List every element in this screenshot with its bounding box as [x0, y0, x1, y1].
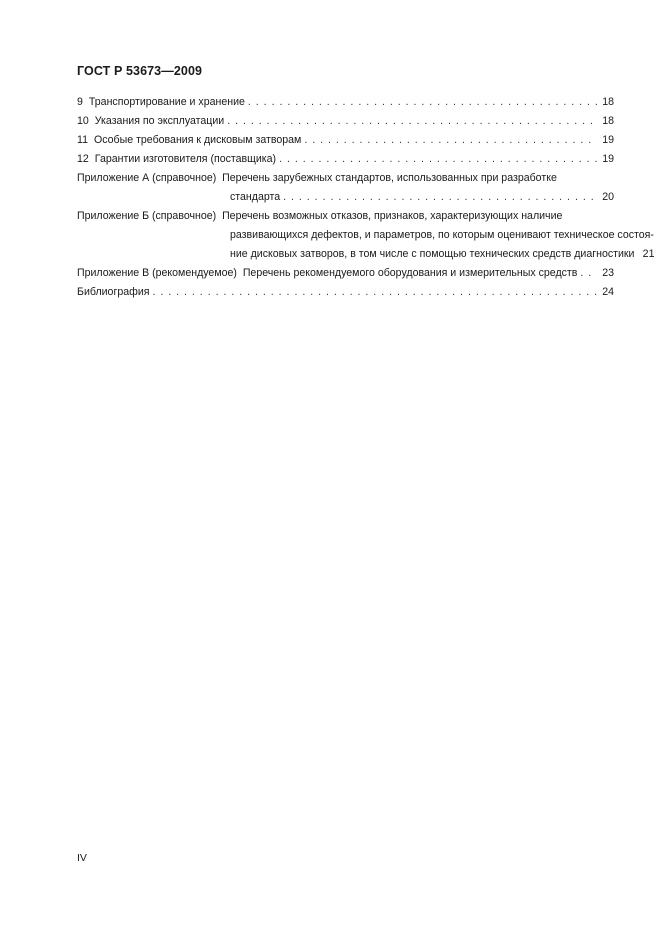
- dot-leader: [279, 150, 597, 169]
- appendix-label: Приложение В (рекомендуемое): [77, 267, 237, 279]
- bibliography-title: Библиография: [77, 286, 150, 298]
- appendix-title-line: ние дисковых затворов, в том числе с помощью технических средств диагностики: [230, 248, 635, 260]
- dot-leader: [283, 188, 597, 207]
- toc-entry-section-9[interactable]: [77, 93, 614, 112]
- table-of-contents: [77, 93, 655, 302]
- dot-leader: [580, 264, 597, 283]
- toc-page-number: 19: [602, 153, 614, 165]
- appendix-title-line: стандарта: [230, 191, 281, 203]
- toc-entry-appendix-v[interactable]: [77, 264, 614, 283]
- toc-entry-section-11[interactable]: [77, 131, 614, 150]
- toc-section-title: Указания по эксплуатации: [94, 115, 225, 127]
- toc-page-number: 24: [602, 286, 614, 298]
- toc-section-number: 11: [77, 134, 88, 146]
- toc-section-title: Особые требования к дисковым затворам: [94, 134, 302, 146]
- toc-page-number: 18: [602, 115, 614, 127]
- dot-leader: [227, 112, 597, 131]
- toc-entry-appendix-b[interactable]: [77, 207, 655, 264]
- toc-section-title: Гарантии изготовителя (поставщика): [94, 153, 277, 165]
- toc-page-number: 20: [602, 191, 614, 203]
- appendix-label: Приложение А (справочное): [77, 172, 217, 184]
- toc-entry-section-10[interactable]: [77, 112, 614, 131]
- dot-leader: [248, 93, 597, 112]
- appendix-title-line: Перечень рекомендуемого оборудования и измерительных средств: [242, 267, 578, 279]
- appendix-title-line: Перечень зарубежных стандартов, использованных при разработке: [222, 172, 557, 184]
- dot-leader: [152, 283, 597, 302]
- toc-section-number: 12: [77, 153, 89, 165]
- appendix-title-line: развивающихся дефектов, и параметров, по которым оценивают техническое состоя-: [230, 229, 654, 241]
- toc-section-number: 9: [77, 96, 83, 108]
- document-header: ГОСТ Р 53673—2009: [77, 64, 203, 78]
- toc-page-number: 21: [642, 248, 655, 260]
- toc-section-number: 10: [77, 115, 89, 127]
- appendix-title-line: Перечень возможных отказов, признаков, характеризующих наличие: [222, 210, 563, 222]
- toc-page-number: 23: [602, 267, 614, 279]
- page-number-footer: IV: [77, 852, 87, 864]
- toc-section-title: Транспортирование и хранение: [88, 96, 245, 108]
- dot-leader: [304, 131, 597, 150]
- toc-page-number: 18: [602, 96, 614, 108]
- toc-page-number: 19: [602, 134, 614, 146]
- toc-entry-bibliography[interactable]: [77, 283, 614, 302]
- appendix-label: Приложение Б (справочное): [77, 210, 217, 222]
- toc-entry-appendix-a[interactable]: [77, 169, 614, 207]
- toc-entry-section-12[interactable]: [77, 150, 614, 169]
